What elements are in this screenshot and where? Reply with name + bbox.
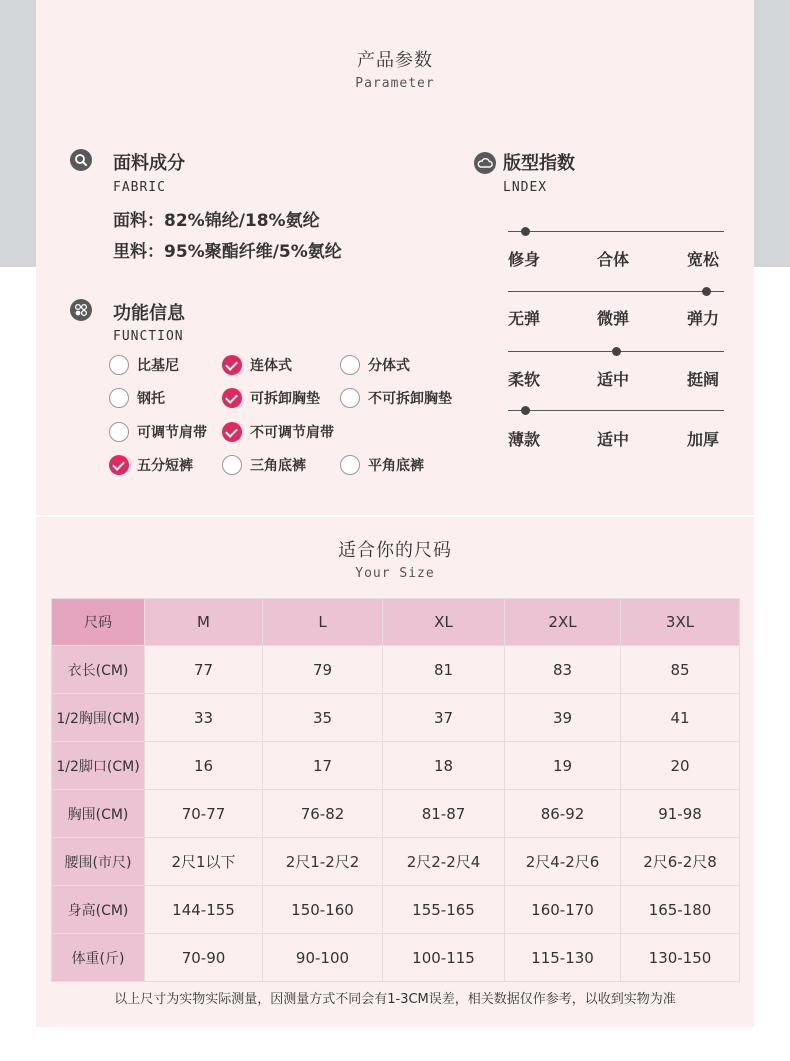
size-table-header-cell: M [145, 599, 263, 646]
check-icon [109, 455, 129, 475]
size-table-cell: 2尺4-2尺6 [505, 838, 621, 886]
function-option-label: 平角底裤 [368, 458, 424, 474]
size-table-cell: 39 [505, 694, 621, 742]
size-table-cell: 81-87 [383, 790, 505, 838]
radio-empty-icon [340, 355, 360, 375]
fabric-title: 面料成分 [113, 153, 185, 174]
function-option [222, 453, 306, 477]
background-left-strip [0, 0, 36, 267]
index-scale-label: 柔软 [508, 370, 541, 389]
parameter-section-title [0, 46, 790, 91]
table-row [52, 838, 740, 886]
size-table-cell: 90-100 [263, 934, 383, 982]
size-table-header-cell: 3XL [621, 599, 740, 646]
function-option [109, 453, 193, 477]
radio-empty-icon [109, 422, 129, 442]
size-table-header-cell: XL [383, 599, 505, 646]
size-table-row-header: 1/2胸围(CM) [52, 694, 145, 742]
size-title-cn: 适合你的尺码 [338, 540, 452, 561]
size-table-cell: 18 [383, 742, 505, 790]
table-row [52, 886, 740, 934]
index-scale-marker [521, 227, 530, 236]
function-option [222, 386, 320, 410]
size-table-cell: 2尺1-2尺2 [263, 838, 383, 886]
size-table-cell: 83 [505, 646, 621, 694]
size-table-cell: 91-98 [621, 790, 740, 838]
size-table-row-header: 体重(斤) [52, 934, 145, 982]
table-row [52, 934, 740, 982]
function-option [109, 386, 165, 410]
index-scale-marker [612, 347, 621, 356]
size-table-cell: 70-90 [145, 934, 263, 982]
size-table-cell: 165-180 [621, 886, 740, 934]
index-scale-label: 薄款 [508, 430, 541, 449]
index-scale-label: 弹力 [687, 309, 720, 328]
check-icon [222, 388, 242, 408]
radio-empty-icon [340, 388, 360, 408]
size-title-en: Your Size [355, 566, 435, 581]
size-table-row-header: 胸围(CM) [52, 790, 145, 838]
radio-empty-icon [222, 455, 242, 475]
size-table-cell: 130-150 [621, 934, 740, 982]
radio-empty-icon [109, 388, 129, 408]
size-table-cell: 20 [621, 742, 740, 790]
size-table-cell: 144-155 [145, 886, 263, 934]
background-right-strip [754, 0, 790, 267]
function-option [222, 420, 334, 444]
size-table-cell: 2尺1以下 [145, 838, 263, 886]
size-table-cell: 17 [263, 742, 383, 790]
check-icon [222, 355, 242, 375]
fabric-outer-material: 面料：82%锦纶/18%氨纶 [113, 211, 320, 231]
index-scale-label: 适中 [597, 430, 630, 449]
function-option-label: 可调节肩带 [137, 425, 207, 441]
size-table-cell: 79 [263, 646, 383, 694]
index-scale-label: 宽松 [687, 250, 720, 269]
index-scale-track [508, 410, 724, 411]
parameter-title-cn: 产品参数 [357, 50, 433, 71]
size-table-cell: 86-92 [505, 790, 621, 838]
size-table-row-header: 腰围(市尺) [52, 838, 145, 886]
size-table-header-cell: L [263, 599, 383, 646]
index-scale-label: 加厚 [687, 430, 720, 449]
size-table-cell: 76-82 [263, 790, 383, 838]
table-row [52, 646, 740, 694]
index-scale-label: 适中 [597, 370, 630, 389]
radio-empty-icon [340, 455, 360, 475]
check-icon [222, 422, 242, 442]
index-scale-marker [521, 406, 530, 415]
function-option-label: 三角底裤 [250, 458, 306, 474]
size-table-cell: 19 [505, 742, 621, 790]
size-table-cell: 100-115 [383, 934, 505, 982]
index-scale-label: 微弹 [597, 309, 630, 328]
function-option [109, 353, 179, 377]
function-title-en: FUNCTION [113, 329, 184, 344]
fabric-title-en: FABRIC [113, 180, 166, 195]
index-title: 版型指数 [503, 153, 575, 174]
function-title: 功能信息 [113, 303, 185, 324]
size-table-cell: 150-160 [263, 886, 383, 934]
function-option [340, 386, 452, 410]
size-table-row-header: 身高(CM) [52, 886, 145, 934]
size-table-cell: 81 [383, 646, 505, 694]
function-option-label: 不可拆卸胸垫 [368, 391, 452, 407]
radio-empty-icon [109, 355, 129, 375]
size-table-row-header: 1/2脚口(CM) [52, 742, 145, 790]
table-row [52, 790, 740, 838]
size-table-row-header: 衣长(CM) [52, 646, 145, 694]
function-option [222, 353, 292, 377]
function-option-label: 分体式 [368, 358, 410, 374]
function-option-label: 五分短裤 [137, 458, 193, 474]
size-table-cell: 33 [145, 694, 263, 742]
size-table-cell: 37 [383, 694, 505, 742]
table-row [52, 694, 740, 742]
size-table-header-row [52, 599, 740, 646]
index-scale-label: 无弹 [508, 309, 541, 328]
size-table-cell: 160-170 [505, 886, 621, 934]
function-option-label: 钢托 [137, 391, 165, 407]
search-icon [70, 149, 92, 171]
measurement-note: 以上尺寸为实物实际测量，因测量方式不同会有1-3CM误差，相关数据仅作参考，以收到实物为准 [114, 992, 676, 1007]
size-section-title [0, 536, 790, 581]
size-table-corner: 尺码 [52, 599, 145, 646]
size-table-cell: 70-77 [145, 790, 263, 838]
table-row [52, 742, 740, 790]
index-scale-track [508, 291, 724, 292]
index-scale-label: 挺阔 [687, 370, 720, 389]
function-icon [70, 299, 92, 321]
size-table-cell: 77 [145, 646, 263, 694]
function-option [340, 353, 410, 377]
index-scale-track [508, 231, 724, 232]
size-table-cell: 115-130 [505, 934, 621, 982]
index-scale-label: 合体 [597, 250, 630, 269]
function-option [109, 420, 207, 444]
size-table-cell: 2尺6-2尺8 [621, 838, 740, 886]
size-table-cell: 35 [263, 694, 383, 742]
cloud-icon [474, 152, 496, 174]
index-scale-label: 修身 [508, 250, 541, 269]
parameter-title-en: Parameter [355, 76, 435, 91]
size-table-cell: 2尺2-2尺4 [383, 838, 505, 886]
size-table-cell: 155-165 [383, 886, 505, 934]
function-option [340, 453, 424, 477]
fabric-lining-material: 里料：95%聚酯纤维/5%氨纶 [113, 242, 342, 262]
index-title-en: LNDEX [503, 180, 548, 195]
function-option-label: 比基尼 [137, 358, 179, 374]
size-table-header-cell: 2XL [505, 599, 621, 646]
size-table-cell: 41 [621, 694, 740, 742]
function-option-label: 连体式 [250, 358, 292, 374]
size-table [51, 598, 740, 982]
size-table-cell: 16 [145, 742, 263, 790]
function-option-label: 不可调节肩带 [250, 425, 334, 441]
size-table-cell: 85 [621, 646, 740, 694]
function-option-label: 可拆卸胸垫 [250, 391, 320, 407]
